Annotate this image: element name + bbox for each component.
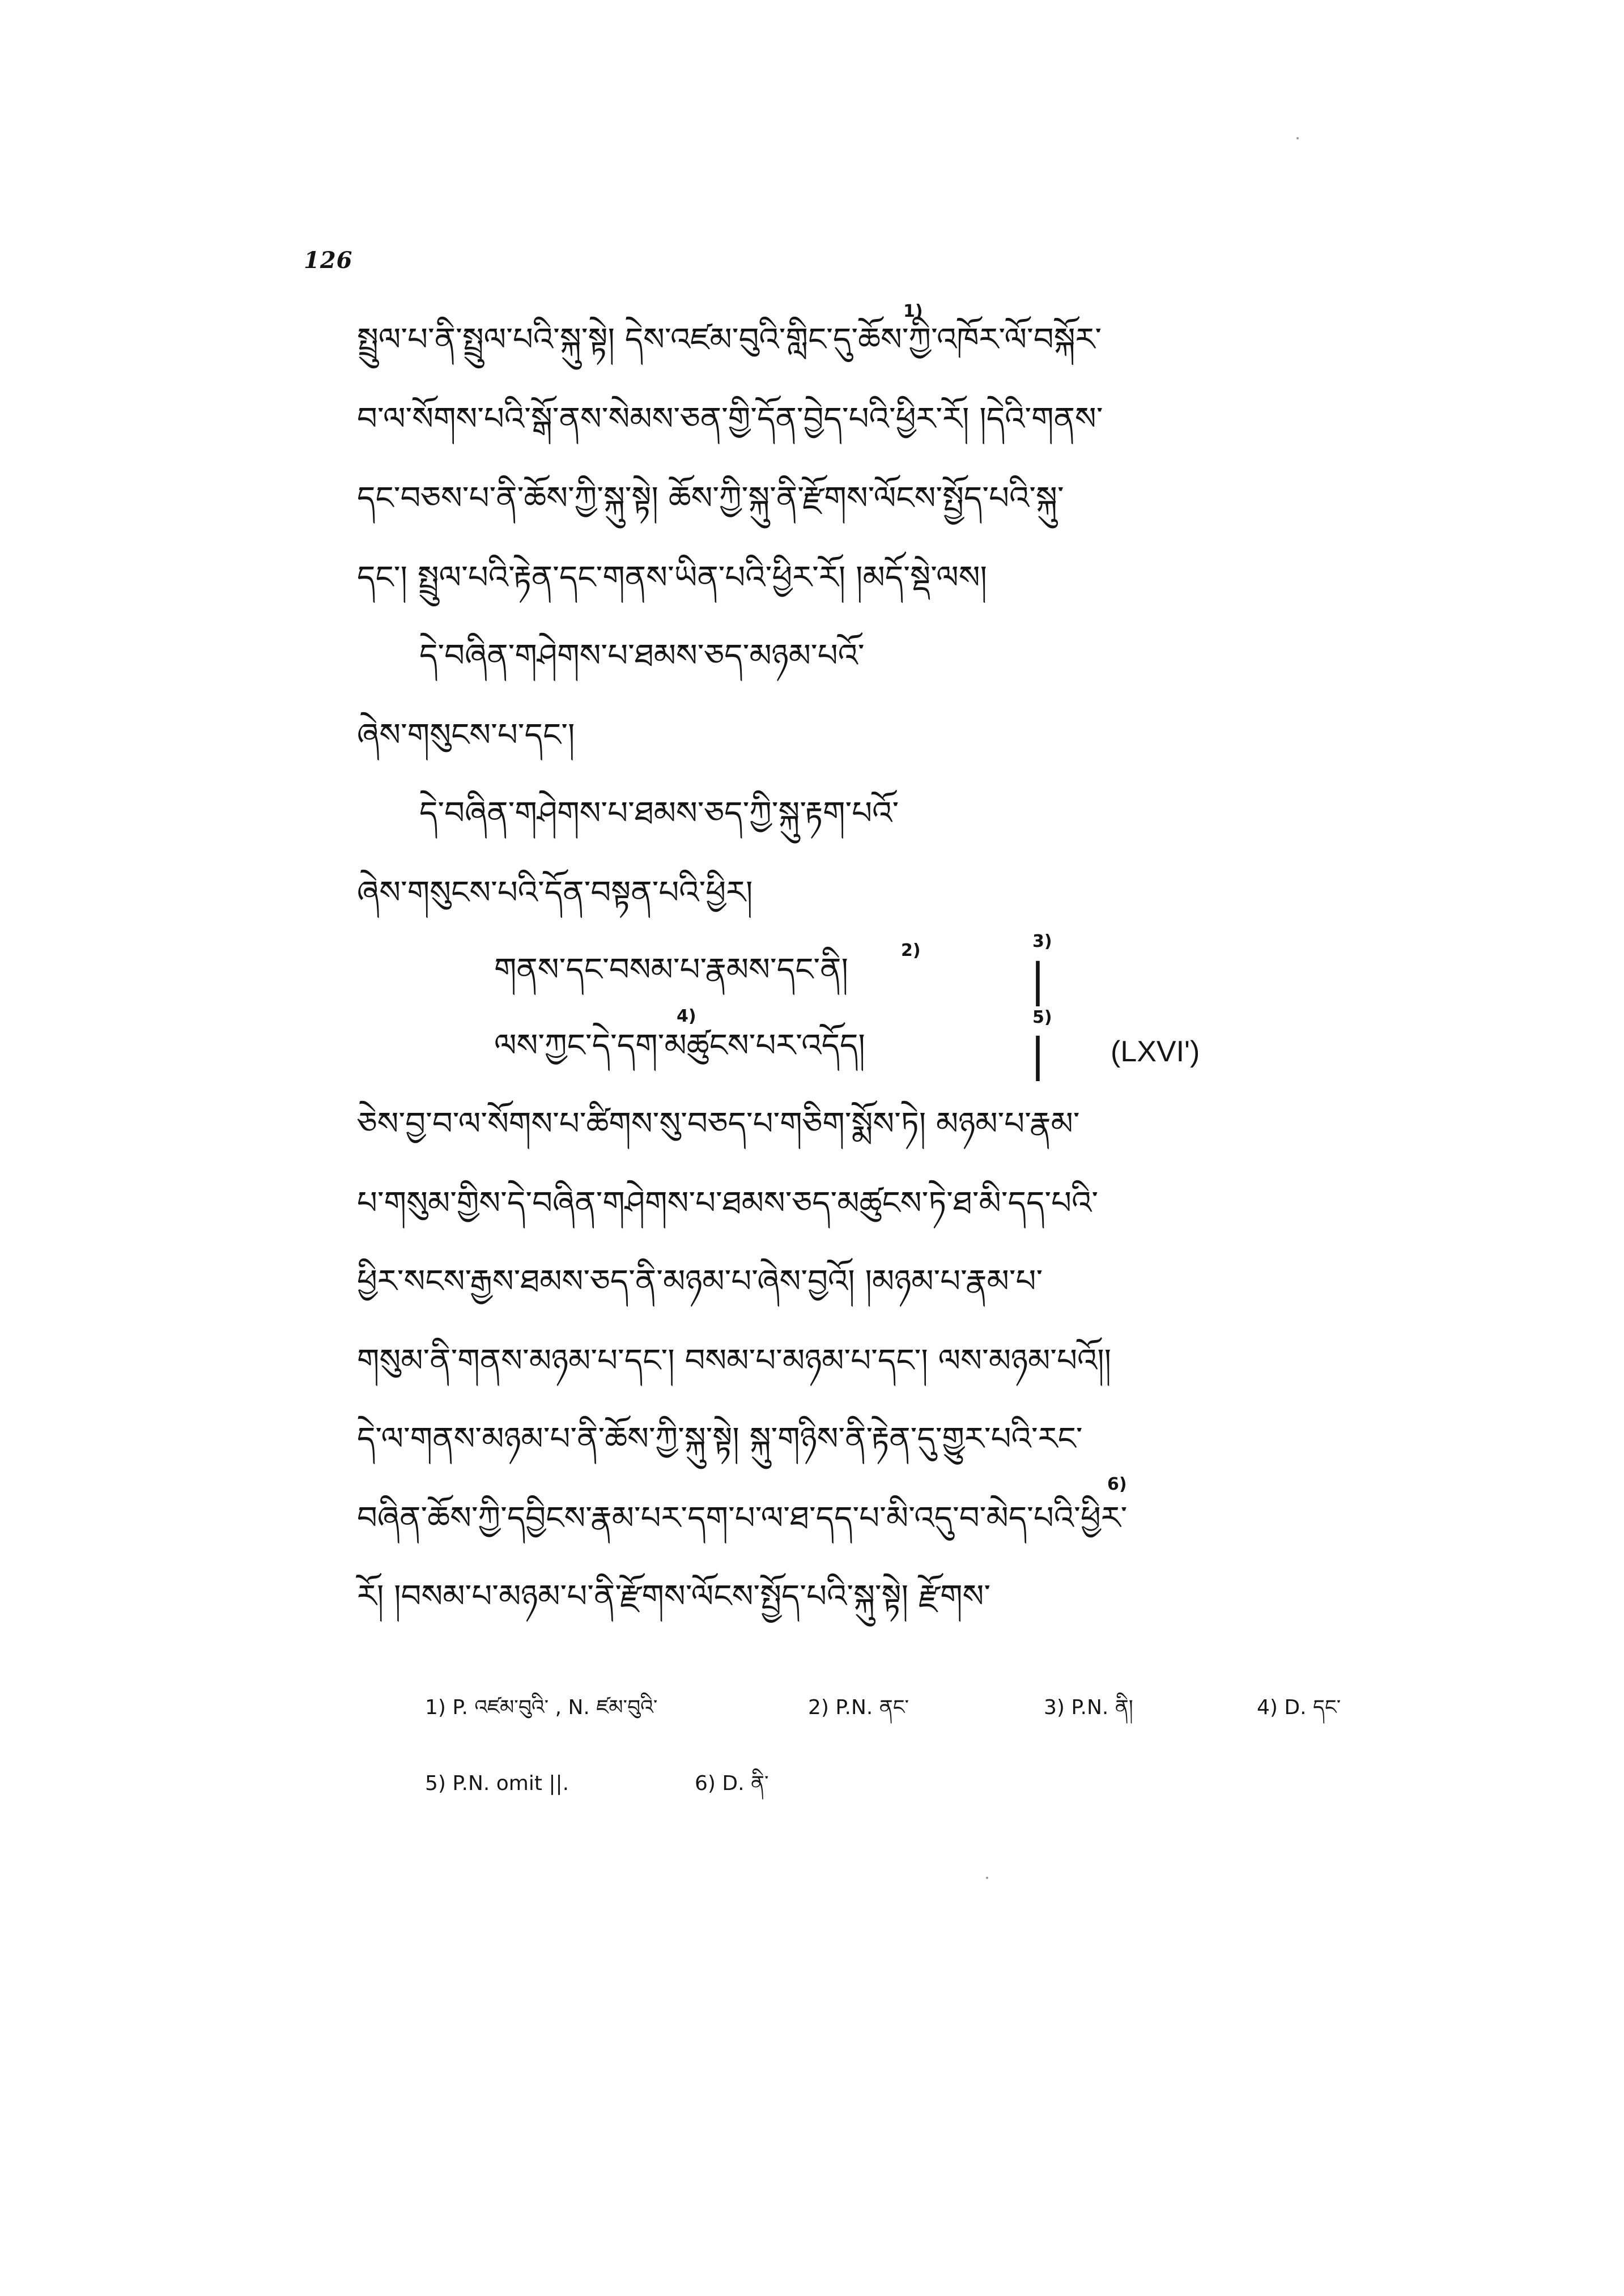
text-line-14: བཞིན་ཆོས་ཀྱི་དབྱིངས་རྣམ་པར་དག་པ་ལ་ཐ་དད་པ་མི་འདུ་བ་མེད་པའི་ཕྱིར་ (357, 1500, 1128, 1537)
footnote-marker-6: 6) (1107, 1474, 1127, 1494)
text-line-4: དང་། སྤྲུལ་པའི་རྟེན་དང་གནས་ཡིན་པའི་ཕྱིར་རོ། །མདོ་སྡེ་ལས། (357, 559, 987, 596)
page-number: 126 (304, 247, 353, 274)
text-line-9: ཅེས་བྱ་བ་ལ་སོགས་པ་ཚིགས་སུ་བཅད་པ་གཅིག་སྨོས་ཏེ། མཉམ་པ་རྣམ་ (357, 1106, 1080, 1142)
text-line-10: པ་གསུམ་གྱིས་དེ་བཞིན་གཤེགས་པ་ཐམས་ཅད་མཚུངས་ཏེ་ཐ་མི་དད་པའི་ (357, 1185, 1099, 1222)
verse-line-2: ལས་ཀྱང་དེ་དག་མཚུངས་པར་འདོད། (494, 1027, 865, 1064)
footnote-1: 1) P. འཛམ་བུའི་ , N. ཛམ་བུའི་ (425, 1696, 658, 1719)
text-line-2: བ་ལ་སོགས་པའི་སྒོ་ནས་སེམས་ཅན་གྱི་དོན་བྱེད་པའི་ཕྱིར་རོ། །དེའི་གནས་ (357, 401, 1103, 437)
text-line-13: དེ་ལ་གནས་མཉམ་པ་ནི་ཆོས་ཀྱི་སྐུ་སྟེ། སྐུ་གཉིས་ནི་རྟེན་དུ་གྱུར་པའི་རང་ (357, 1421, 1083, 1457)
text-line-11: ཕྱིར་སངས་རྒྱས་ཐམས་ཅད་ནི་མཉམ་པ་ཞེས་བྱའོ། །མཉམ་པ་རྣམ་པ་ (357, 1263, 1043, 1300)
text-line-12: གསུམ་ནི་གནས་མཉམ་པ་དང་། བསམ་པ་མཉམ་པ་དང་། ལས་མཉམ་པའོ།། (357, 1342, 1112, 1379)
footnote-3: 3) P.N. ནི། (1044, 1696, 1133, 1719)
text-line-1: སྤྲུལ་པ་ནི་སྤྲུལ་པའི་སྐུ་སྟེ། དེས་འཛམ་བུའི་གླིང་དུ་ཆོས་ཀྱི་འཁོར་ལོ་བསྐོར་ (357, 321, 1102, 358)
scan-speck (1296, 137, 1299, 139)
footnote-marker-3: 3) (1032, 932, 1052, 951)
text-line-8: ཞེས་གསུངས་པའི་དོན་བསྟན་པའི་ཕྱིར། (357, 874, 753, 911)
footnote-4: 4) D. དང་ (1257, 1696, 1341, 1719)
footnote-marker-5: 5) (1032, 1007, 1052, 1027)
verse-bar-2: | (1030, 1028, 1045, 1081)
scan-speck (986, 1877, 988, 1879)
text-line-6: ཞེས་གསུངས་པ་དང་། (357, 717, 575, 754)
verse-number: (LXVI') (1111, 1035, 1200, 1068)
verse-line-1: གནས་དང་བསམ་པ་རྣམས་དང་ནི། (494, 951, 848, 988)
footnote-2: 2) P.N. ནང་ (808, 1696, 909, 1719)
text-line-15: རོ། །བསམ་པ་མཉམ་པ་ནི་རྫོགས་ལོངས་སྤྱོད་པའི་སྐུ་སྟེ། རྫོགས་ (357, 1578, 991, 1615)
footnote-5: 5) P.N. omit ||. (425, 1772, 569, 1795)
text-line-7: དེ་བཞིན་གཤེགས་པ་ཐམས་ཅད་ཀྱི་སྐུ་རྟག་པའོ་ (419, 795, 899, 832)
text-line-5: དེ་བཞིན་གཤེགས་པ་ཐམས་ཅད་མཉམ་པའོ་ (419, 637, 865, 674)
verse-bar-1: | (1030, 954, 1045, 1006)
footnote-marker-2: 2) (901, 941, 921, 960)
text-line-3: དང་བཅས་པ་ནི་ཆོས་ཀྱི་སྐུ་སྟེ། ཆོས་ཀྱི་སྐུ་ནི་རྫོགས་ལོངས་སྤྱོད་པའི་སྐུ་ (357, 480, 1064, 517)
footnote-marker-4: 4) (677, 1006, 696, 1026)
footnote-marker-1: 1) (903, 301, 923, 321)
footnote-6: 6) D. ནི་ (695, 1772, 769, 1795)
